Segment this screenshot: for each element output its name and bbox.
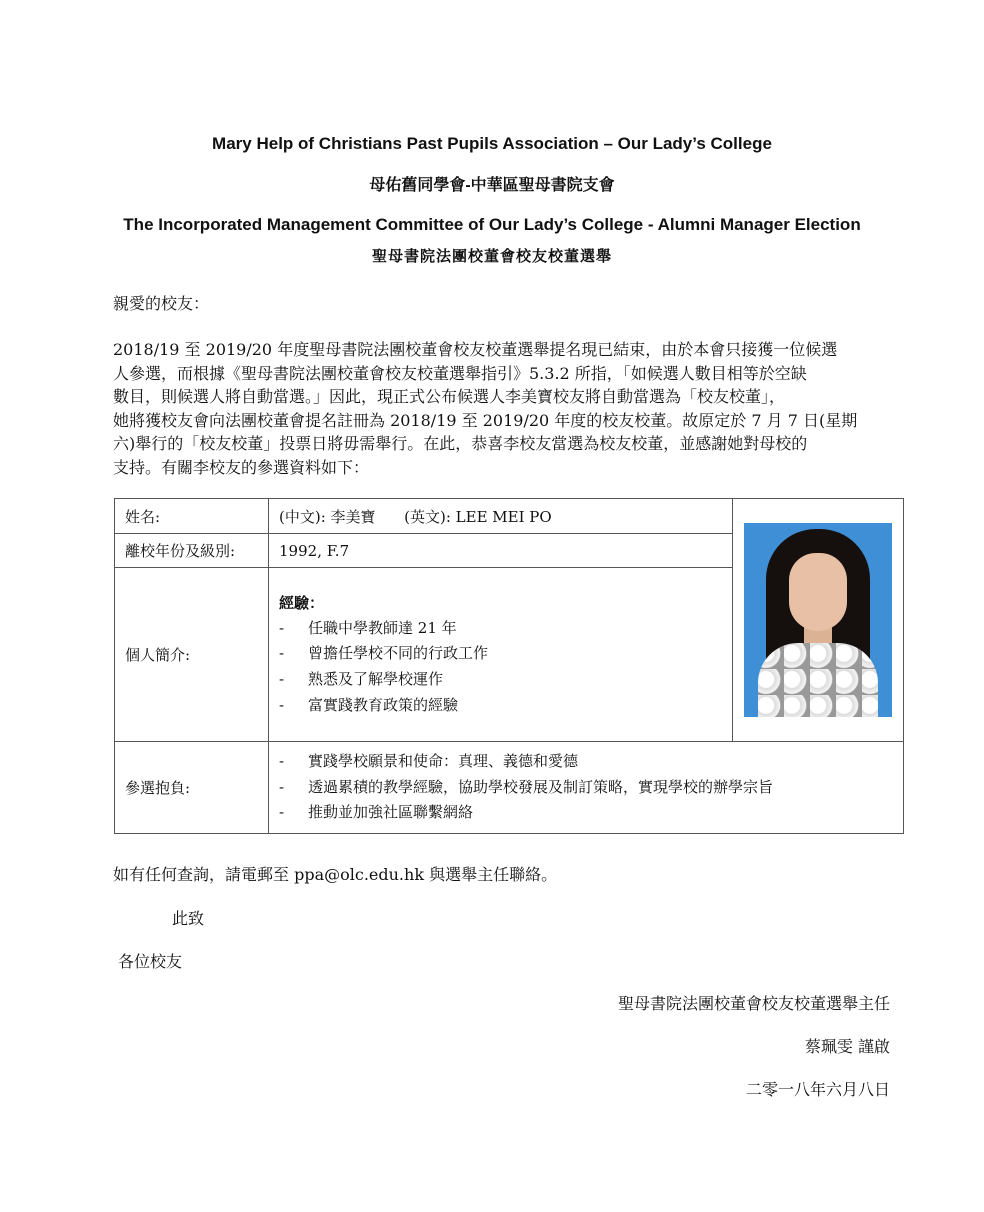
list-item: - 推動並加強社區聯繫網絡 bbox=[279, 803, 474, 822]
profile-value bbox=[269, 568, 733, 742]
list-item: - 富實踐教育政策的經驗 bbox=[279, 695, 459, 714]
header-org-chinese: 母佑舊同學會-中華區聖母書院支會 bbox=[369, 177, 615, 194]
year-label: 離校年份及級別: bbox=[115, 534, 269, 568]
experience-title: 經驗： bbox=[279, 593, 325, 612]
experience-list bbox=[279, 616, 732, 718]
salutation: 親愛的校友： bbox=[113, 294, 210, 313]
list-item: - 實踐學校願景和使命：真理、義德和愛德 bbox=[279, 752, 579, 771]
paragraph-line: 支持。有關李校友的參選資料如下： bbox=[113, 457, 370, 477]
signature-name: 蔡珮雯 謹啟 bbox=[804, 1037, 890, 1056]
signature-date: 二零一八年六月八日 bbox=[745, 1080, 890, 1099]
announcement-paragraph bbox=[113, 338, 888, 480]
paragraph-line: 人參選，而根據《聖母書院法團校董會校友校董選舉指引》5.3.2 所指，「如候選人數目相等於空缺 bbox=[113, 363, 807, 383]
paragraph-line: 她將獲校友會向法團校董會提名註冊為 2018/19 至 2019/20 年度的校友校董。故原定於 7 月 7 日(星期 bbox=[113, 410, 858, 430]
list-item: - 曾擔任學校不同的行政工作 bbox=[279, 644, 489, 663]
name-value: (中文): 李美寶 (英文): LEE MEI PO bbox=[269, 499, 733, 534]
table-row bbox=[115, 742, 904, 834]
closing-greeting: 此致 bbox=[172, 909, 205, 928]
year-value: 1992, F.7 bbox=[269, 534, 733, 568]
header-election-english: The Incorporated Management Committee of Our Lady’s College - Alumni Manager Election bbox=[123, 215, 861, 234]
inquiry-text: 如有任何查詢，請電郵至 ppa@olc.edu.hk 與選舉主任聯絡。 bbox=[113, 865, 558, 884]
profile-label: 個人簡介: bbox=[115, 568, 269, 742]
platform-label: 參選抱負: bbox=[115, 742, 269, 834]
paragraph-line: 六)舉行的「校友校董」投票日將毋需舉行。在此，恭喜李校友當選為校友校董，並感謝她對母校的 bbox=[113, 434, 808, 454]
platform-value bbox=[269, 742, 904, 834]
table-row bbox=[115, 499, 904, 534]
list-item: - 任職中學教師達 21 年 bbox=[279, 618, 457, 637]
list-item: - 熟悉及了解學校運作 bbox=[279, 670, 444, 688]
closing-recipient: 各位校友 bbox=[118, 952, 183, 971]
header-election-chinese: 聖母書院法團校董會校友校董選舉 bbox=[371, 248, 612, 265]
signature-title: 聖母書院法團校董會校友校董選舉主任 bbox=[617, 994, 890, 1013]
paragraph-line: 2018/19 至 2019/20 年度聖母書院法團校董會校友校董選舉提名現已結束，由於本會只接獲一位候選 bbox=[113, 340, 838, 359]
name-label: 姓名: bbox=[115, 499, 269, 534]
candidate-photo bbox=[744, 523, 892, 717]
header-org-english: Mary Help of Christians Past Pupils Association – Our Lady’s College bbox=[212, 134, 772, 153]
list-item: - 透過累積的教學經驗，協助學校發展及制訂策略，實現學校的辦學宗旨 bbox=[279, 777, 774, 796]
paragraph-line: 數目，則候選人將自動當選。」因此，現正式公布候選人李美寶校友將自動當選為「校友校董」， bbox=[113, 387, 786, 407]
platform-list bbox=[279, 749, 903, 826]
candidate-info-table bbox=[114, 498, 904, 834]
photo-cell bbox=[733, 499, 904, 742]
